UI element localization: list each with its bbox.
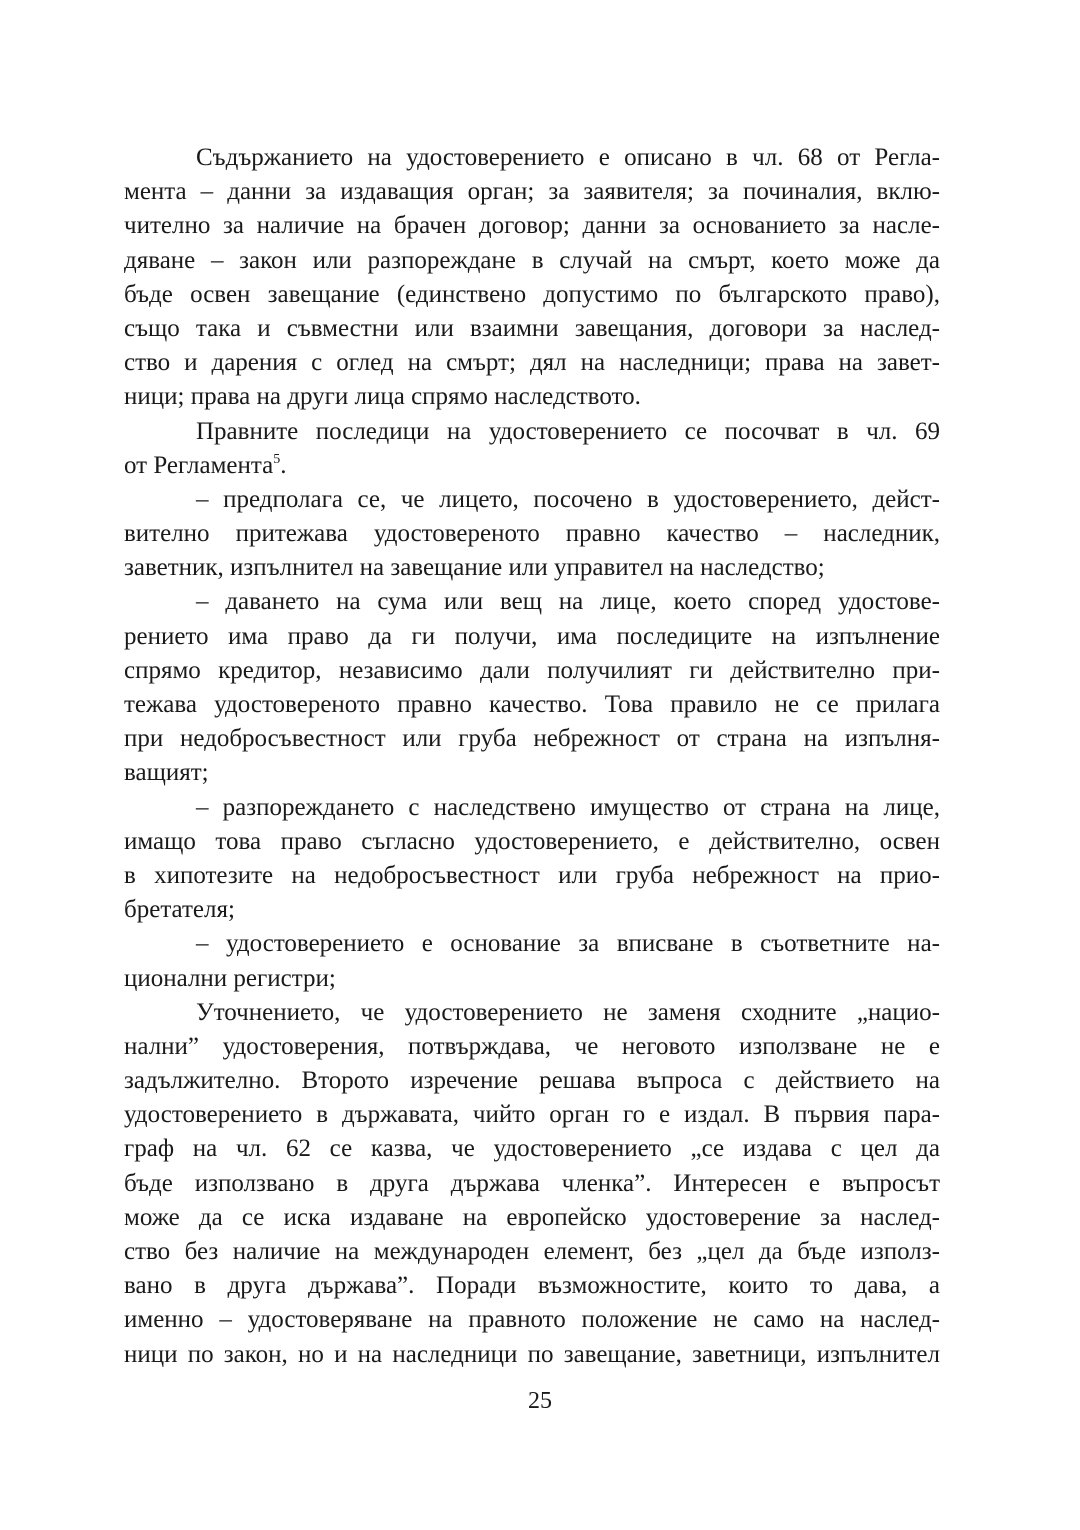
text-line: именно – удостоверяване на правното положение не само на наслед- xyxy=(124,1306,940,1334)
text-line: ство и дарения с оглед на смърт; дял на наследници; права на завет- xyxy=(124,349,940,377)
paragraph xyxy=(124,141,940,415)
footnote-trailing-punctuation: . xyxy=(280,451,287,479)
text-line: вително притежава удостовереното правно качество – наследник, xyxy=(124,520,940,548)
text-line: Съдържанието на удостоверението е описано в чл. 68 от Регла- xyxy=(196,144,940,171)
paragraph xyxy=(124,927,940,995)
text-line: ващият; xyxy=(124,759,209,787)
paragraph xyxy=(124,483,940,586)
text-line: може да се иска издаване на европейско удостоверение за наслед- xyxy=(124,1203,940,1231)
page-number: 25 xyxy=(528,1388,552,1414)
text-line: вано в друга държава”. Поради възможностите, които то дава, а xyxy=(124,1272,940,1300)
text-line xyxy=(124,449,940,483)
text-line: дяване – закон или разпореждане в случай на смърт, което може да xyxy=(124,246,940,274)
paragraph xyxy=(124,996,940,1372)
text-line: бъде използвано в друга държава членка”. Интересен е въпросът xyxy=(124,1169,940,1197)
text-line: ници по закон, но и на наследници по завещание, заветници, изпълнител xyxy=(124,1340,940,1368)
text-line: при недобросъвестност или груба небрежност от страна на изпълня- xyxy=(124,725,940,753)
text-line: – даването на сума или вещ на лице, което според удостове- xyxy=(196,588,940,616)
text-line: ство без наличие на международен елемент, без „цел да бъде използ- xyxy=(124,1238,940,1265)
text-line: ционални регистри; xyxy=(124,964,336,992)
text-line: бъде освен завещание (единствено допустимо по българското право), xyxy=(124,280,940,308)
footnote-marker: 5 xyxy=(273,451,281,467)
text-line: – удостоверението е основание за вписване в съответните на- xyxy=(196,930,940,958)
text-line: удостоверението в държавата, чийто орган го е издал. В първия пара- xyxy=(124,1101,940,1129)
text-line: също така и съвместни или взаимни завещания, договори за наслед- xyxy=(124,314,940,342)
text-line: задължително. Второто изречение решава въпроса с действието на xyxy=(124,1067,940,1095)
text-line: Уточнението, че удостоверението не заменя сходните „нацио- xyxy=(196,998,940,1026)
paragraph xyxy=(124,415,940,483)
paragraph xyxy=(124,585,940,790)
text-line: чително за наличие на брачен договор; данни за основанието за насле- xyxy=(124,212,940,240)
text-line: нални” удостоверения, потвърждава, че неговото използване не е xyxy=(124,1032,940,1060)
text-line: заветник, изпълнител на завещание или управител на наследство; xyxy=(124,554,825,582)
text-line: в хипотезите на недобросъвестност или груба небрежност на прио- xyxy=(124,861,940,889)
text-line: – предполага се, че лицето, посочено в удостоверението, дейст- xyxy=(196,485,940,513)
text-line: бретателя; xyxy=(124,896,235,924)
text-line: тежава удостовереното правно качество. Това правило не се прилага xyxy=(124,691,940,718)
text-line-content: от Регламента xyxy=(124,451,274,479)
text-line: мента – данни за издаващия орган; за заявителя; за починалия, вклю- xyxy=(124,178,940,206)
text-line: спрямо кредитор, независимо дали получилият ги действително при- xyxy=(124,656,940,684)
text-line: рението има право да ги получи, има последиците на изпълнение xyxy=(124,622,940,650)
text-line: – разпореждането с наследствено имущество от страна на лице, xyxy=(196,793,940,821)
body-text xyxy=(124,141,940,1372)
text-line: Правните последици на удостоверението се посочват в чл. 69 xyxy=(196,417,940,445)
text-line: граф на чл. 62 се казва, че удостоверението „се издава с цел да xyxy=(124,1135,940,1163)
text-line: имащо това право съгласно удостоверението, е действително, освен xyxy=(124,827,940,855)
paragraph xyxy=(124,791,940,928)
text-line: ници; права на други лица спрямо наследството. xyxy=(124,383,641,411)
